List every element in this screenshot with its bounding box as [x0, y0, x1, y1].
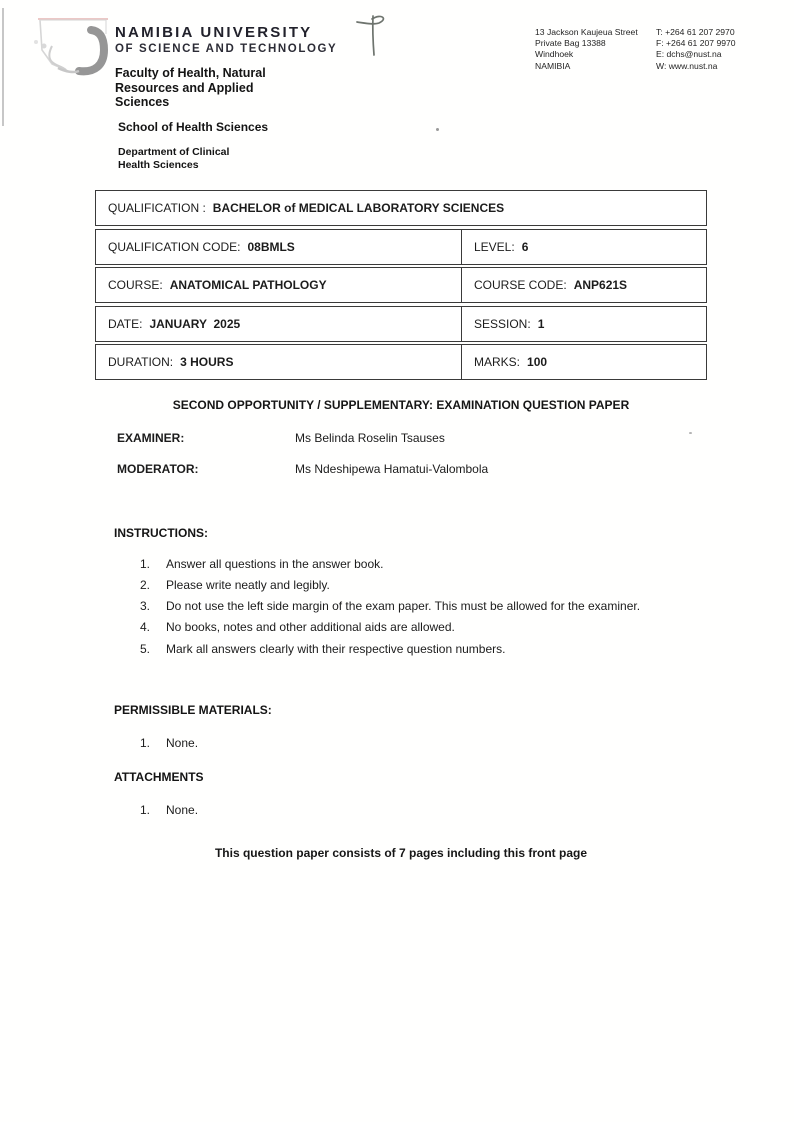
- table-row-qualification: [95, 190, 707, 226]
- permissible-materials-list: [140, 736, 696, 757]
- table-cell: [96, 345, 462, 379]
- examiner-name: Ms Belinda Roselin Tsauses: [295, 431, 445, 445]
- contact-line: T: +264 61 207 2970: [656, 27, 735, 37]
- contact-line: W: www.nust.na: [656, 60, 718, 71]
- table-cell: [462, 345, 706, 379]
- item-number: 3.: [140, 599, 151, 614]
- list-item: [140, 803, 696, 818]
- address-block: [535, 27, 638, 72]
- table-cell: [462, 268, 706, 302]
- contact-line: F: +264 61 207 9970: [656, 38, 736, 49]
- cell-value: 3 HOURS: [180, 355, 234, 370]
- list-item: [140, 557, 696, 572]
- list-item: [140, 599, 696, 614]
- attachments-heading: ATTACHMENTS: [114, 770, 204, 784]
- examiner-label: EXAMINER:: [117, 431, 185, 445]
- cell-value: 100: [527, 355, 548, 370]
- table-cell: [462, 230, 706, 264]
- item-text: Please write neatly and legibly.: [166, 578, 330, 593]
- qualification-value: BACHELOR of MEDICAL LABORATORY SCIENCES: [212, 201, 505, 215]
- item-number: 1.: [140, 803, 151, 817]
- item-number: 1.: [140, 557, 151, 571]
- list-item: [140, 642, 696, 657]
- item-number: 4.: [140, 620, 151, 635]
- item-text: Mark all answers clearly with their respective question numbers.: [166, 641, 506, 656]
- cell-label: SESSION:: [474, 316, 531, 331]
- nust-logo-icon: [28, 16, 118, 96]
- university-name: NAMIBIA UNIVERSITY: [115, 24, 313, 41]
- cell-label: DURATION:: [108, 355, 174, 370]
- school-name: School of Health Sciences: [118, 120, 269, 134]
- table-cell: [96, 268, 462, 302]
- cell-value: 6: [521, 239, 529, 254]
- address-line: Private Bag 13388: [535, 38, 606, 49]
- attachments-list: [140, 803, 696, 824]
- item-text: No books, notes and other additional aids are allowed.: [166, 620, 455, 635]
- list-item: [140, 620, 696, 635]
- university-wordmark: [115, 24, 337, 55]
- department-name: Department of Clinical Health Sciences: [118, 146, 230, 171]
- cell-label: DATE:: [108, 316, 143, 331]
- item-text: None.: [166, 736, 199, 750]
- table-cell: [462, 307, 706, 341]
- examiner-row: [117, 431, 445, 445]
- university-subtitle: OF SCIENCE AND TECHNOLOGY: [115, 43, 338, 56]
- item-text: None.: [166, 803, 199, 817]
- cell-value: 1: [537, 316, 545, 331]
- table-row: [95, 344, 707, 380]
- address-line: NAMIBIA: [535, 60, 571, 71]
- permissible-materials-heading: PERMISSIBLE MATERIALS:: [114, 703, 272, 717]
- instructions-heading: INSTRUCTIONS:: [114, 526, 208, 540]
- table-cell: [96, 230, 462, 264]
- page-count-note: This question paper consists of 7 pages including this front page: [214, 846, 588, 860]
- cell-label: LEVEL:: [474, 239, 515, 254]
- scan-speck: [436, 128, 439, 131]
- cell-value: ANP621S: [573, 278, 628, 293]
- cell-value: JANUARY 2025: [149, 316, 241, 331]
- instructions-list: [140, 557, 696, 663]
- address-line: Windhoek: [535, 49, 574, 60]
- cell-label: COURSE CODE:: [474, 278, 567, 293]
- address-line: 13 Jackson Kaujeua Street: [535, 27, 638, 37]
- cell-label: MARKS:: [474, 355, 521, 370]
- course-info-table: [95, 190, 707, 383]
- handwritten-p-mark: [352, 10, 398, 62]
- scan-speck: [689, 432, 692, 434]
- table-row: [95, 267, 707, 303]
- item-number: 5.: [140, 641, 151, 656]
- item-text: Answer all questions in the answer book.: [166, 557, 384, 571]
- cell-value: 08BMLS: [247, 239, 295, 254]
- list-item: [140, 736, 696, 751]
- item-number: 1.: [140, 736, 151, 750]
- moderator-name: Ms Ndeshipewa Hamatui-Valombola: [295, 462, 489, 476]
- moderator-row: [117, 462, 488, 476]
- list-item: [140, 578, 696, 593]
- moderator-label: MODERATOR:: [117, 462, 199, 476]
- item-text: Do not use the left side margin of the exam paper. This must be allowed for the examiner.: [166, 599, 641, 614]
- faculty-name: Faculty of Health, Natural Resources and Applied Sciences: [115, 66, 266, 109]
- table-row: [95, 229, 707, 265]
- cell-value: ANATOMICAL PATHOLOGY: [169, 278, 327, 293]
- scan-edge-artifact: [2, 8, 4, 126]
- cell-label: QUALIFICATION CODE:: [108, 239, 241, 254]
- qualification-label: QUALIFICATION :: [108, 201, 206, 215]
- item-number: 2.: [140, 578, 151, 593]
- contact-line: E: dchs@nust.na: [656, 49, 722, 60]
- paper-type-title: SECOND OPPORTUNITY / SUPPLEMENTARY: EXAMINATION QUESTION PAPER: [172, 398, 630, 412]
- cell-label: COURSE:: [108, 278, 163, 293]
- table-cell: [96, 307, 462, 341]
- table-row: [95, 306, 707, 342]
- contact-block: [656, 27, 736, 72]
